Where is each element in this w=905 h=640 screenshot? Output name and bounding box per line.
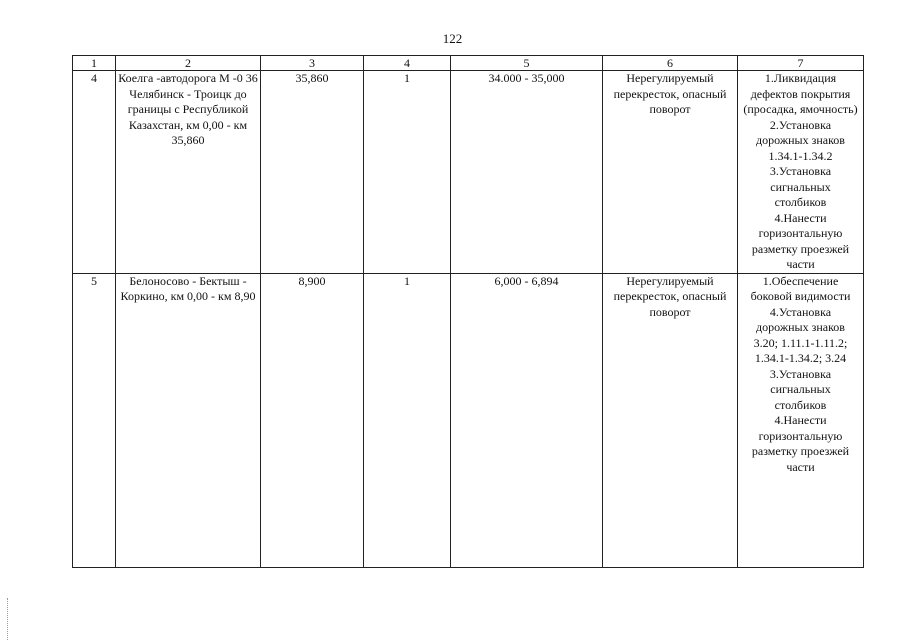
measure-line: сигнальных	[770, 382, 831, 396]
column-header-2: 2	[116, 56, 261, 71]
header-row	[73, 56, 864, 71]
measure-line: разметку проезжей	[751, 444, 850, 458]
page-number: 122	[442, 31, 463, 46]
table-row	[73, 71, 864, 274]
column-header-1: 1	[73, 56, 116, 71]
section-cell: 6,000 - 6,894	[451, 273, 603, 567]
measure-line: разметку проезжей	[751, 241, 850, 256]
column-header-7: 7	[738, 56, 864, 71]
length-cell: 8,900	[261, 273, 364, 567]
measure-line: (просадка, ямочность)	[743, 102, 858, 116]
column-header-3: 3	[261, 56, 364, 71]
measure-line: 4.Нанести	[774, 413, 827, 427]
measures-cell	[738, 273, 864, 567]
measure-line: дорожных знаков	[756, 133, 845, 147]
column-header-5: 5	[451, 56, 603, 71]
measure-line: столбиков	[774, 195, 827, 209]
measure-line: 3.Установка	[769, 366, 832, 381]
measure-line: части	[786, 257, 815, 271]
measure-line: столбиков	[774, 397, 827, 412]
row-number-cell: 5	[73, 273, 116, 567]
road-hazard-table	[72, 55, 864, 568]
measure-line: 3.Установка	[769, 164, 832, 178]
measure-line: 3.20; 1.11.1-1.11.2;	[753, 335, 848, 350]
column-header-6: 6	[603, 56, 738, 71]
measure-line: боковой видимости	[750, 289, 851, 303]
hazard-cell: Нерегулируемый перекресток, опасный поворот	[603, 71, 738, 274]
measure-line: горизонтальную	[758, 226, 843, 240]
measure-line: 4.Нанести	[774, 210, 827, 225]
row-number-cell: 4	[73, 71, 116, 274]
road-name-cell: Белоносово - Бектыш - Коркино, км 0,00 - км 8,90	[116, 273, 261, 567]
measure-line: 2.Установка	[769, 117, 832, 132]
section-cell: 34.000 - 35,000	[451, 71, 603, 274]
table-row	[73, 273, 864, 567]
measure-line: сигнальных	[770, 179, 831, 194]
hazard-cell: Нерегулируемый перекресток, опасный поворот	[603, 273, 738, 567]
measure-line: части	[786, 459, 815, 474]
measure-line: горизонтальную	[758, 428, 843, 443]
measure-line: 4.Установка	[769, 304, 832, 319]
column-header-4: 4	[364, 56, 451, 71]
measure-line: 1.34.1-1.34.2; 3.24	[754, 351, 847, 365]
measure-line: дефектов покрытия	[750, 86, 851, 101]
measure-line: 1.Ликвидация	[764, 71, 837, 85]
measure-line: дорожных знаков	[756, 320, 845, 334]
road-name-cell: Коелга -автодорога М -0 36 Челябинск - Троицк до границы с Республикой Казахстан, км 0,00 - км 35,860	[116, 71, 261, 274]
measure-line: 1.34.1-1.34.2	[768, 148, 833, 163]
count-cell: 1	[364, 273, 451, 567]
count-cell: 1	[364, 71, 451, 274]
measure-line: 1.Обеспечение	[762, 273, 839, 288]
measures-cell	[738, 71, 864, 274]
scan-margin-mark	[7, 598, 9, 640]
length-cell: 35,860	[261, 71, 364, 274]
